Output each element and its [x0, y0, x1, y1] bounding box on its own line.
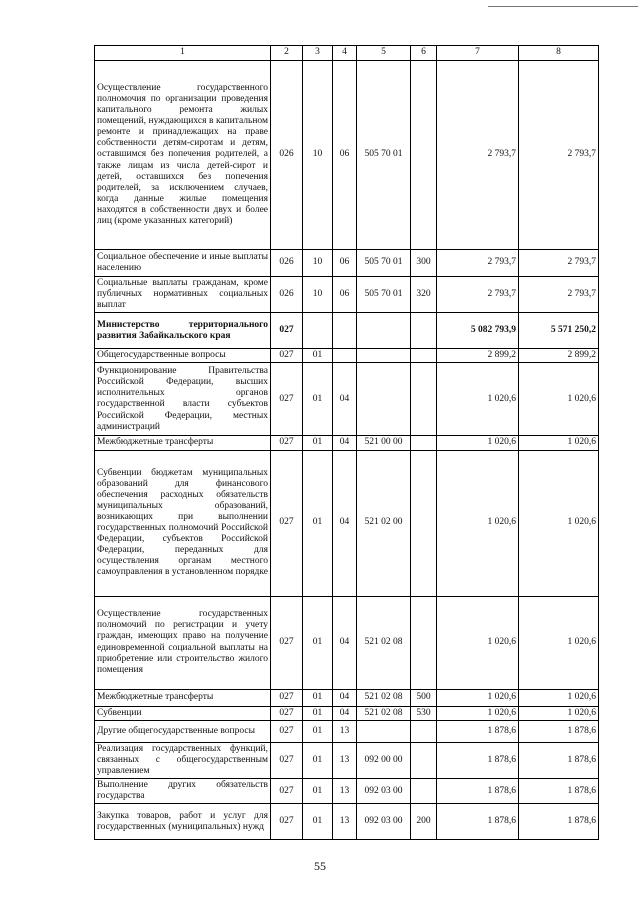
subsection-code-cell: 04	[333, 689, 357, 706]
header-cell: 5	[357, 46, 411, 61]
section-code-cell	[303, 313, 333, 349]
subsection-code-cell: 04	[333, 706, 357, 720]
header-cell: 1	[95, 46, 271, 61]
target-item-code-cell: 521 02 08	[357, 689, 411, 706]
section-code-cell: 01	[303, 450, 333, 596]
table-row	[95, 804, 599, 840]
section-code-cell: 01	[303, 436, 333, 450]
amount-year1-cell: 1 878,6	[437, 720, 519, 742]
amount-year1-cell: 1 020,6	[437, 363, 519, 436]
amount-year2-cell: 2 793,7	[519, 61, 599, 250]
chapter-code-cell: 027	[271, 778, 303, 803]
header-cell: 2	[271, 46, 303, 61]
amount-year1-cell: 1 020,6	[437, 436, 519, 450]
section-code-cell: 01	[303, 363, 333, 436]
subsection-code-cell: 06	[333, 250, 357, 277]
target-item-code-cell: 092 00 00	[357, 742, 411, 778]
amount-year2-cell: 2 793,7	[519, 250, 599, 277]
amount-year1-cell: 2 793,7	[437, 250, 519, 277]
amount-year1-cell: 1 878,6	[437, 778, 519, 803]
section-code-cell: 01	[303, 689, 333, 706]
amount-year1-cell: 1 020,6	[437, 706, 519, 720]
chapter-code-cell: 027	[271, 313, 303, 349]
subsection-code-cell: 04	[333, 363, 357, 436]
header-cell: 8	[519, 46, 599, 61]
target-item-code-cell	[357, 313, 411, 349]
expense-type-code-cell	[411, 450, 437, 596]
expense-type-code-cell: 300	[411, 250, 437, 277]
expense-type-code-cell	[411, 313, 437, 349]
row-name-cell: Выполнение других обязательств государства	[95, 778, 271, 803]
amount-year2-cell: 1 020,6	[519, 596, 599, 689]
amount-year2-cell: 2 899,2	[519, 349, 599, 363]
amount-year2-cell: 5 571 250,2	[519, 313, 599, 349]
subsection-code-cell: 13	[333, 742, 357, 778]
header-cell: 3	[303, 46, 333, 61]
amount-year1-cell: 1 020,6	[437, 450, 519, 596]
table-row	[95, 742, 599, 778]
target-item-code-cell: 505 70 01	[357, 277, 411, 313]
row-name-cell: Субвенции бюджетам муниципальных образований для финансового обеспечения расходных обязательств муниципальных образований, возникающих при выполнении государственных полномочий Российской Федерации, субъектов Российской Федерации, переданных для осуществления органам местного самоуправления в установленном порядке	[95, 450, 271, 596]
subsection-code-cell: 04	[333, 450, 357, 596]
expense-type-code-cell	[411, 742, 437, 778]
table-row	[95, 61, 599, 250]
page-number: 55	[314, 859, 326, 873]
amount-year1-cell: 2 793,7	[437, 277, 519, 313]
row-name-cell: Социальные выплаты гражданам, кроме публичных нормативных социальных выплат	[95, 277, 271, 313]
budget-table	[94, 45, 599, 840]
subsection-code-cell: 13	[333, 778, 357, 803]
amount-year1-cell: 1 020,6	[437, 596, 519, 689]
amount-year2-cell: 1 020,6	[519, 689, 599, 706]
amount-year1-cell: 1 878,6	[437, 742, 519, 778]
expense-type-code-cell	[411, 596, 437, 689]
subsection-code-cell: 13	[333, 720, 357, 742]
section-code-cell: 10	[303, 277, 333, 313]
target-item-code-cell	[357, 363, 411, 436]
header-cell: 7	[437, 46, 519, 61]
row-name-cell: Функционирование Правительства Российской Федерации, высших исполнительных органов государственной власти субъектов Российской Федерации, местных администраций	[95, 363, 271, 436]
expense-type-code-cell	[411, 363, 437, 436]
header-row	[95, 46, 599, 61]
amount-year1-cell: 5 082 793,9	[437, 313, 519, 349]
row-name-cell: Межбюджетные трансферты	[95, 436, 271, 450]
row-name-cell: Реализация государственных функций, связанных с общегосударственным управлением	[95, 742, 271, 778]
target-item-code-cell: 521 02 08	[357, 596, 411, 689]
subsection-code-cell	[333, 313, 357, 349]
target-item-code-cell: 505 70 01	[357, 250, 411, 277]
chapter-code-cell: 027	[271, 596, 303, 689]
expense-type-code-cell	[411, 778, 437, 803]
table-row	[95, 689, 599, 706]
header-cell: 4	[333, 46, 357, 61]
table-row	[95, 436, 599, 450]
expense-type-code-cell: 200	[411, 804, 437, 840]
amount-year2-cell: 1 878,6	[519, 778, 599, 803]
row-name-cell: Субвенции	[95, 706, 271, 720]
table-row	[95, 363, 599, 436]
header-cell: 6	[411, 46, 437, 61]
row-name-cell: Закупка товаров, работ и услуг для государственных (муниципальных) нужд	[95, 804, 271, 840]
amount-year2-cell: 1 020,6	[519, 363, 599, 436]
target-item-code-cell: 505 70 01	[357, 61, 411, 250]
section-code-cell: 10	[303, 61, 333, 250]
amount-year1-cell: 2 899,2	[437, 349, 519, 363]
amount-year1-cell: 2 793,7	[437, 61, 519, 250]
subsection-code-cell: 06	[333, 277, 357, 313]
section-code-cell: 10	[303, 250, 333, 277]
chapter-code-cell: 026	[271, 61, 303, 250]
target-item-code-cell: 092 03 00	[357, 778, 411, 803]
chapter-code-cell: 027	[271, 804, 303, 840]
expense-type-code-cell: 530	[411, 706, 437, 720]
chapter-code-cell: 027	[271, 689, 303, 706]
table-row	[95, 778, 599, 803]
amount-year2-cell: 1 878,6	[519, 804, 599, 840]
row-name-cell: Социальное обеспечение и иные выплаты населению	[95, 250, 271, 277]
target-item-code-cell: 521 02 08	[357, 706, 411, 720]
target-item-code-cell	[357, 720, 411, 742]
chapter-code-cell: 027	[271, 742, 303, 778]
section-code-cell: 01	[303, 596, 333, 689]
chapter-code-cell: 027	[271, 363, 303, 436]
expense-type-code-cell	[411, 61, 437, 250]
section-code-cell: 01	[303, 349, 333, 363]
subsection-code-cell: 04	[333, 436, 357, 450]
row-name-cell: Министерство территориального развития Забайкальского края	[95, 313, 271, 349]
chapter-code-cell: 027	[271, 349, 303, 363]
table-row	[95, 706, 599, 720]
target-item-code-cell: 521 02 00	[357, 450, 411, 596]
expense-type-code-cell	[411, 436, 437, 450]
amount-year2-cell: 1 020,6	[519, 450, 599, 596]
target-item-code-cell: 521 00 00	[357, 436, 411, 450]
table-row	[95, 313, 599, 349]
row-name-cell: Осуществление государственных полномочий по регистрации и учету граждан, имеющих право на получение единовременной социальной выплаты на приобретение или строительство жилого помещения	[95, 596, 271, 689]
chapter-code-cell: 026	[271, 250, 303, 277]
table-row	[95, 250, 599, 277]
subsection-code-cell: 04	[333, 596, 357, 689]
chapter-code-cell: 027	[271, 720, 303, 742]
target-item-code-cell	[357, 349, 411, 363]
section-code-cell: 01	[303, 778, 333, 803]
table-row	[95, 450, 599, 596]
chapter-code-cell: 027	[271, 706, 303, 720]
amount-year2-cell: 1 020,6	[519, 706, 599, 720]
table-row	[95, 596, 599, 689]
row-name-cell: Межбюджетные трансферты	[95, 689, 271, 706]
table-row	[95, 720, 599, 742]
amount-year2-cell: 1 878,6	[519, 742, 599, 778]
chapter-code-cell: 027	[271, 450, 303, 596]
expense-type-code-cell: 500	[411, 689, 437, 706]
row-name-cell: Осуществление государственного полномочия по организации проведения капитального ремонта жилых помещений, нуждающихся в капитальном ремонте и принадлежащих на праве собственности детям-сиротам и детям, оставшимся без попечения родителей, а также лицам из числа детей-сирот и детей, оставшихся без попечения родителей, за исключением случаев, когда данные жилые помещения находятся в собственности двух и более лиц (кроме указанных категорий)	[95, 61, 271, 250]
top-rule	[488, 6, 638, 7]
subsection-code-cell	[333, 349, 357, 363]
amount-year2-cell: 1 020,6	[519, 436, 599, 450]
row-name-cell: Общегосударственные вопросы	[95, 349, 271, 363]
row-name-cell: Другие общегосударственные вопросы	[95, 720, 271, 742]
subsection-code-cell: 06	[333, 61, 357, 250]
table-row	[95, 349, 599, 363]
amount-year1-cell: 1 878,6	[437, 804, 519, 840]
section-code-cell: 01	[303, 742, 333, 778]
chapter-code-cell: 026	[271, 277, 303, 313]
amount-year1-cell: 1 020,6	[437, 689, 519, 706]
table-row	[95, 277, 599, 313]
chapter-code-cell: 027	[271, 436, 303, 450]
amount-year2-cell: 1 878,6	[519, 720, 599, 742]
section-code-cell: 01	[303, 804, 333, 840]
amount-year2-cell: 2 793,7	[519, 277, 599, 313]
target-item-code-cell: 092 03 00	[357, 804, 411, 840]
section-code-cell: 01	[303, 720, 333, 742]
expense-type-code-cell	[411, 720, 437, 742]
section-code-cell: 01	[303, 706, 333, 720]
subsection-code-cell: 13	[333, 804, 357, 840]
expense-type-code-cell: 320	[411, 277, 437, 313]
expense-type-code-cell	[411, 349, 437, 363]
